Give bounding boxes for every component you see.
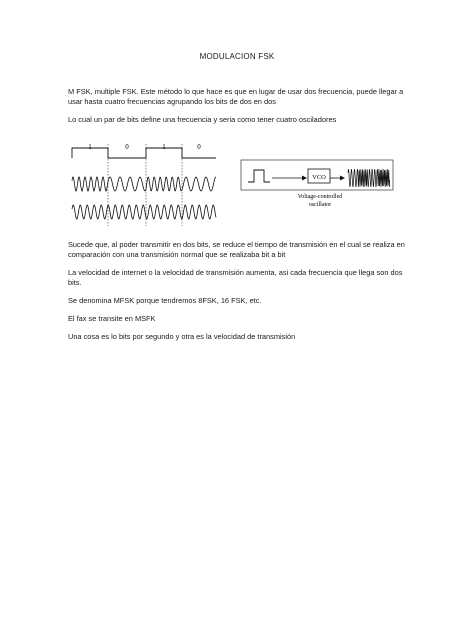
paragraph-mfsk-name: Se denomina MFSK porque tendremos 8FSK, 16 FSK, etc. [68, 296, 262, 305]
carrier-wave [72, 205, 216, 219]
vco-caption-line2: oscillator [308, 202, 332, 208]
paragraph-transmission-time: Sucede que, al poder transmitir en dos bits, se reduce el tiempo de transmisión en el cual se realiza en comparación con una transmisión normal que se realizaba bit a bit [68, 240, 405, 260]
digital-signal-trace [72, 148, 216, 158]
paragraph-internet-speed: La velocidad de internet o la velocidad de transmisión aumenta, asi cada frecuencia que llega son dos bits. [68, 268, 403, 288]
paragraph-bit-pairs: Lo cual un par de bits define una frecuencia y seria como tener cuatro osciladores [68, 115, 337, 124]
vco-block-diagram [240, 158, 394, 210]
page-title: MODULACION FSK [199, 52, 275, 61]
output-arrow-head-icon [340, 176, 345, 181]
vco-output-wave [348, 169, 390, 187]
input-pulse-icon [248, 170, 270, 182]
bit-label: 1 [88, 143, 92, 151]
vco-label: VCO [312, 174, 326, 181]
paragraph-bits-vs-baud: Una cosa es lo bits por segundo y otra es la velocidad de transmisión [68, 332, 296, 341]
bit-label: 0 [197, 143, 201, 151]
vco-caption-line1: Voltage-controlled [297, 194, 343, 200]
paragraph-mfsk-intro: M FSK, multiple FSK. Este método lo que hace es que en lugar de usar dos frecuencia, puede llegar a usar hasta cuatro frecuencias agrupando los bits de dos en dos [68, 87, 404, 107]
bit-label: 0 [125, 143, 129, 151]
bit-label: 1 [162, 143, 166, 151]
fsk-waveform-figure [66, 140, 222, 228]
fsk-modulated-wave [72, 177, 216, 191]
paragraph-fax: El fax se transite en MSFK [68, 314, 156, 323]
input-arrow-head-icon [302, 176, 307, 181]
